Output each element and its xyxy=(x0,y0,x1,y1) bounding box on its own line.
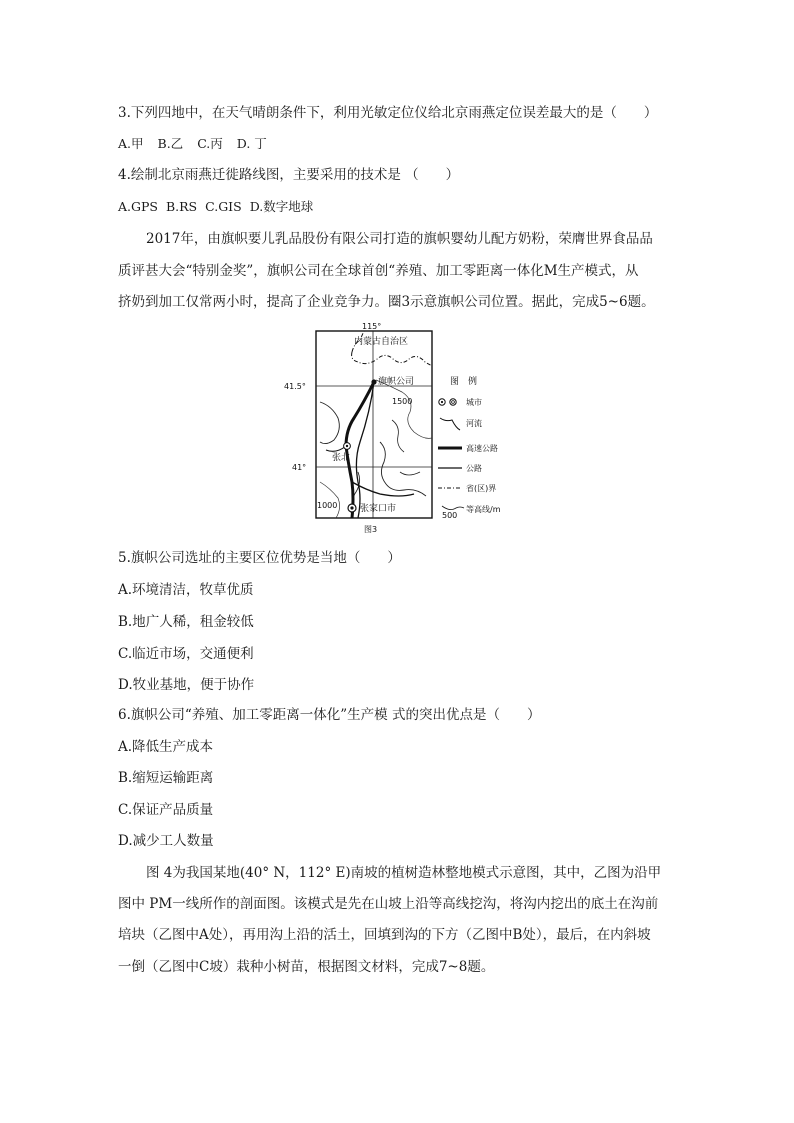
q4-stem: 4.绘制北京雨燕迁徙路线图，主要采用的技术是 （ ） xyxy=(118,167,460,183)
legend-highway: 公路 xyxy=(466,464,482,473)
q6-option-a: A.降低生产成本 xyxy=(118,739,214,755)
contour-label-1000: 1000 xyxy=(317,501,338,510)
passage1-line-1: 2017年，由旗帜要儿乳品股份有限公司打造的旗帜婴幼儿配方奶粉，荣膺世界食品品 xyxy=(146,231,653,247)
q4-options xyxy=(118,198,327,216)
q5-stem: 5.旗帜公司选址的主要区位优势是当地（ ） xyxy=(118,550,401,566)
q5-option-d: D.牧业基地，便于协作 xyxy=(118,677,255,693)
q6-option-d: D.减少工人数量 xyxy=(118,833,214,849)
q3-option-c: C.丙 xyxy=(197,136,223,151)
q6-option-c: C.保证产品质量 xyxy=(118,802,214,818)
passage2-line-2: 图中 PM一线所作的剖面图。该模式是先在山坡上沿等高线挖沟，将沟内挖出的底土在沟前 xyxy=(118,896,659,912)
q4-option-a: A.GPS xyxy=(118,199,158,214)
region-label: 内蒙古自治区 xyxy=(354,337,409,347)
lat-label-top: 41.5° xyxy=(284,382,306,391)
q4-option-d: D.数字地球 xyxy=(249,199,314,214)
legend-river: 河流 xyxy=(466,419,482,428)
highway-main xyxy=(356,382,374,518)
legend xyxy=(438,375,501,520)
river-west xyxy=(320,402,339,444)
passage2-line-4: 一倒（乙图中C坡）栽种小树苗，根据图文材料，完成7~8题。 xyxy=(118,959,495,975)
highway-east xyxy=(352,482,414,496)
legend-border: 省(区)界 xyxy=(466,484,497,493)
q5-option-b: B.地广人稀，租金较低 xyxy=(118,614,254,630)
q3-stem: 3.下列四地中，在天气晴朗条件下，利用光敏定位仪给北京雨燕定位误差最大的是（ ） xyxy=(118,105,658,121)
q6-option-b: B.缩短运输距离 xyxy=(118,770,214,786)
zhangbei-label: 张北 xyxy=(332,453,351,463)
q4-option-c: C.GIS xyxy=(205,199,242,214)
company-label: 旗帜公司 xyxy=(378,377,415,387)
figure3-map xyxy=(280,322,520,538)
passage1-line-3: 挤奶到加工仅常两小时，提高了企业竞争力。圈3示意旗帜公司位置。据此，完成5~6题。 xyxy=(118,294,655,310)
passage1-line-2: 质评甚大会“特别金奖”，旗帜公司在全球首创“养殖、加工零距离一体化M生产模式，从 xyxy=(118,263,639,279)
river-tributary-2 xyxy=(400,472,420,475)
figure-caption: 图3 xyxy=(364,525,378,534)
legend-city: 城市 xyxy=(466,398,482,407)
contour-1000-line xyxy=(320,482,340,518)
legend-title: 图 例 xyxy=(450,377,478,387)
q6-stem: 6.旗帜公司“养殖、加工零距离一体化”生产模 式的突出优点是（ ） xyxy=(118,707,541,723)
river-tributary xyxy=(392,420,404,452)
passage2-line-1: 图 4为我国某地(40° N，112° E)南坡的植树造林整地模式示意图，其中，乙图为沿甲 xyxy=(146,865,662,881)
q3-option-d: D. 丁 xyxy=(236,136,267,151)
q3-option-b: B.乙 xyxy=(157,136,184,151)
q4-option-b: B.RS xyxy=(165,199,198,214)
province-border xyxy=(352,352,432,366)
q5-option-c: C.临近市场，交通便利 xyxy=(118,646,254,662)
company-marker xyxy=(371,379,376,384)
legend-contour-value: 500 xyxy=(442,511,458,520)
zhangjiakou-label: 张家口市 xyxy=(360,504,397,514)
highway-west xyxy=(326,446,346,451)
q5-option-a: A.环境清洁，牧草优质 xyxy=(118,582,254,598)
legend-expressway: 高速公路 xyxy=(466,444,498,453)
q3-option-a: A.甲 xyxy=(118,136,144,151)
contour-1500-line xyxy=(376,380,432,438)
legend-contour: 等高线/m xyxy=(466,505,501,514)
q3-options xyxy=(118,135,281,153)
lon-label: 115° xyxy=(362,322,382,331)
contour-label-1500: 1500 xyxy=(392,397,413,406)
passage2-line-3: 培块（乙图中A处），再用沟上沿的活土，回填到沟的下方（乙图中B处），最后，在内斜坡 xyxy=(118,927,651,943)
lat-label-bottom: 41° xyxy=(292,463,307,472)
river-east xyxy=(380,442,426,496)
